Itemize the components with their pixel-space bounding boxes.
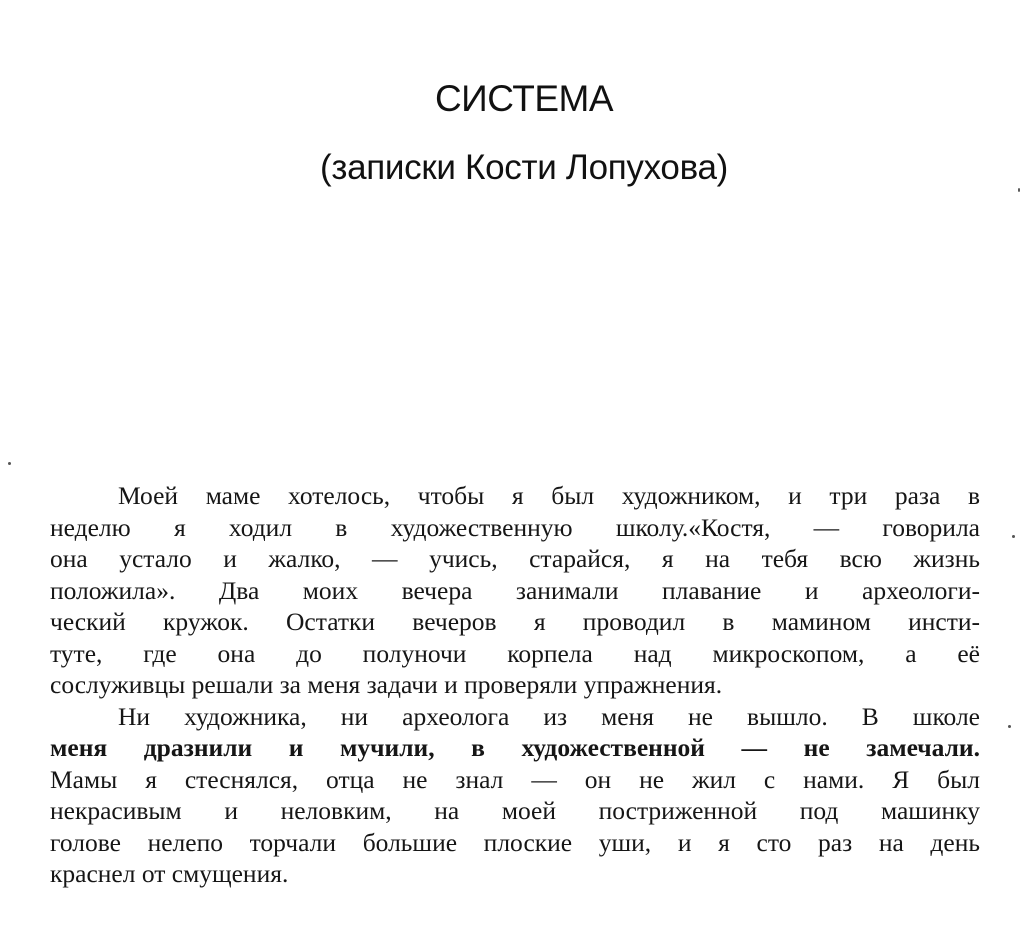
- text-line: Ни художника, ни археолога из меня не вышло. В школе: [118, 701, 980, 731]
- text-line: она устало и жалко, — учись, старайся, я на тебя всю жизнь: [50, 544, 980, 573]
- text-line-bold: меня дразнили и мучили, в художественной — не замечали.: [50, 733, 980, 762]
- text-line: неделю я ходил в художественную школу.«Костя, — говорила: [50, 512, 980, 542]
- text-line: сослуживцы решали за меня задачи и проверяли упражнения.: [50, 670, 723, 699]
- text-line: ческий кружок. Остатки вечеров я проводил в мамином инсти-: [50, 607, 980, 636]
- text-line: положила». Два моих вечера занимали плавание и археологи-: [50, 575, 980, 605]
- text-line: Мамы я стеснялся, отца не знал — он не жил с нами. Я был: [50, 764, 980, 794]
- text-line: краснел от смущения.: [50, 859, 289, 888]
- scan-speck: [1012, 535, 1015, 538]
- text-line: голове нелепо торчали большие плоские уши, и я сто раз на день: [50, 827, 980, 857]
- scan-speck: [8, 462, 11, 465]
- chapter-title: СИСТЕМА: [434, 78, 614, 119]
- scan-speck: [1018, 188, 1020, 192]
- scan-speck: [1008, 725, 1011, 728]
- body-text: [50, 480, 980, 890]
- text-line: Моей маме хотелось, чтобы я был художником, и три раза в: [118, 481, 980, 510]
- text-line: туте, где она до полуночи корпела над микроскопом, а её: [50, 638, 980, 668]
- text-line: некрасивым и неловким, на моей постриженной под машинку: [50, 796, 980, 825]
- chapter-subtitle: (записки Кости Лопухова): [320, 148, 728, 187]
